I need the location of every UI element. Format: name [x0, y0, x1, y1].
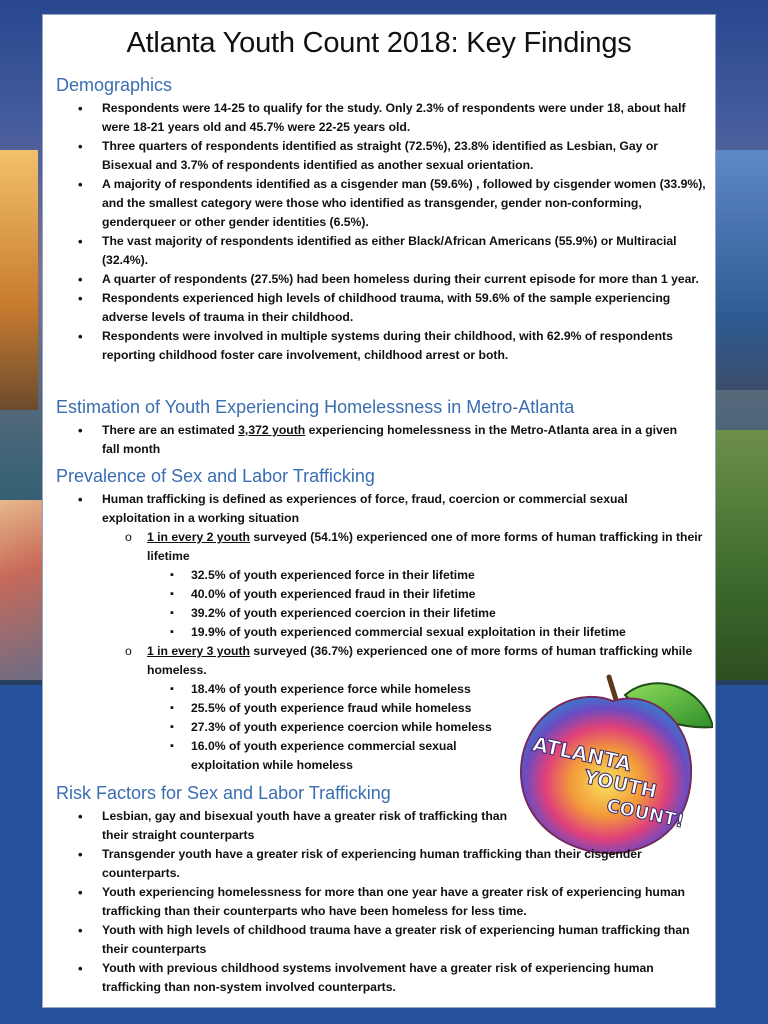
- list-item: • Three quarters of respondents identified as straight (72.5%), 23.8% identified as Lesbian, Gay or Bisexual and 3.7% of respondents identified as another sexual orientation.: [78, 137, 706, 175]
- prevalence-list: [78, 490, 688, 528]
- list-item: • Transgender youth have a greater risk of experiencing human trafficking than their cisgender counterparts.: [78, 845, 706, 883]
- list-item: • Respondents experienced high levels of childhood trauma, with 59.6% of the sample experiencing adverse levels of trauma in their childhood.: [78, 289, 706, 327]
- sub-sub-item: ▪ 27.3% of youth experience coercion while homeless: [191, 718, 521, 737]
- logo-line-1: ATLANTA: [530, 731, 634, 776]
- background-road-left: [0, 500, 44, 680]
- list-item: • Youth experiencing homelessness for more than one year have a greater risk of experiencing human trafficking than their counterparts who have been homeless for less time.: [78, 883, 706, 921]
- risk-list: [78, 807, 706, 997]
- sub-sub-item: ▪ 32.5% of youth experienced force in their lifetime: [191, 566, 691, 585]
- circle-bullet-icon: o: [125, 530, 132, 544]
- sub-sub-item: ▪ 39.2% of youth experienced coercion in their lifetime: [191, 604, 691, 623]
- background-trees-right: [713, 430, 768, 680]
- list-item: • A quarter of respondents (27.5%) had been homeless during their current episode for more than 1 year.: [78, 270, 706, 289]
- background-building-left: [0, 150, 38, 410]
- list-item: • Respondents were 14-25 to qualify for the study. Only 2.3% of respondents were under 18, about half were 18-21 years old and 45.7% were 22-25 years old.: [78, 99, 706, 137]
- sub-sub-item: ▪ 25.5% of youth experience fraud while homeless: [191, 699, 521, 718]
- section-heading-prevalence: Prevalence of Sex and Labor Trafficking: [56, 466, 375, 486]
- list-item: • Lesbian, gay and bisexual youth have a greater risk of trafficking than their straight counterparts: [78, 807, 512, 845]
- sub-sub-item: ▪ 18.4% of youth experience force while homeless: [191, 680, 521, 699]
- logo-line-3: COUNT!: [604, 795, 686, 833]
- list-item: • Respondents were involved in multiple systems during their childhood, with 62.9% of respondents reporting childhood foster care involvement, childhood arrest or both.: [78, 327, 706, 365]
- sub-sub-item: ▪ 19.9% of youth experienced commercial sexual exploitation in their lifetime: [191, 623, 691, 642]
- section-heading-demographics: Demographics: [56, 75, 173, 95]
- sub-item-homeless: o 1 in every 3 youth surveyed (36.7%) experienced one of more forms of human trafficking while homeless.: [125, 644, 693, 677]
- sub-sub-item: ▪ 40.0% of youth experienced fraud in their lifetime: [191, 585, 691, 604]
- sub-sub-item: ▪ 16.0% of youth experience commercial sexual exploitation while homeless: [191, 737, 491, 775]
- background-building-right: [713, 150, 768, 390]
- section-heading-estimation: Estimation of Youth Experiencing Homelessness in Metro-Atlanta: [56, 397, 575, 417]
- logo-line-2: YOUTH: [582, 766, 659, 803]
- page-title: Atlanta Youth Count 2018: Key Findings: [126, 27, 632, 59]
- list-item: • The vast majority of respondents identified as either Black/African Americans (55.9%) or Multiracial (32.4%).: [78, 232, 706, 270]
- list-item: • A majority of respondents identified as a cisgender man (59.6%) , followed by cisgender women (33.9%), and the smallest category were those who identified as transgender, gender non-conforming, genderqueer or other gender identities (6.5%).: [78, 175, 706, 232]
- demographics-list: [78, 99, 706, 365]
- estimation-list: [78, 421, 698, 459]
- circle-bullet-icon: o: [125, 644, 132, 658]
- list-item: • There are an estimated 3,372 youth experiencing homelessness in the Metro-Atlanta area in a given fall month: [78, 421, 698, 459]
- list-item: • Youth with previous childhood systems involvement have a greater risk of experiencing human trafficking than non-system involved counterparts.: [78, 959, 706, 997]
- document-page: [42, 14, 716, 1008]
- section-heading-risk: Risk Factors for Sex and Labor Trafficking: [56, 783, 391, 803]
- estimate-highlight: 3,372 youth: [238, 423, 306, 437]
- sub-item-lifetime: o 1 in every 2 youth surveyed (54.1%) experienced one of more forms of human trafficking in their lifetime: [125, 530, 703, 563]
- list-item: • Youth with high levels of childhood trauma have a greater risk of experiencing human trafficking than their counterparts: [78, 921, 706, 959]
- list-item: • Human trafficking is defined as experiences of force, fraud, coercion or commercial sexual exploitation in a working situation: [78, 490, 688, 528]
